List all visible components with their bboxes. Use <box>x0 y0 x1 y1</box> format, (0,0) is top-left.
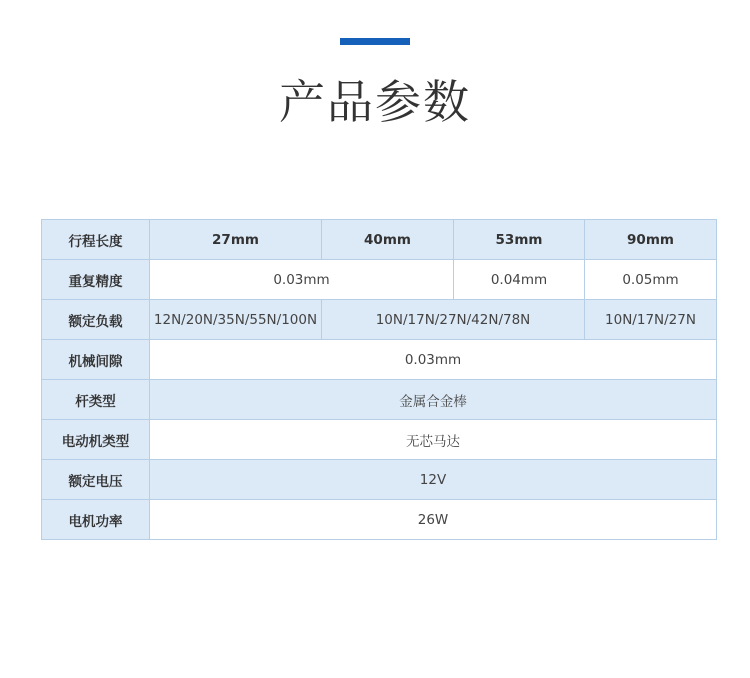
row-label-rated-voltage: 额定电压 <box>42 460 150 500</box>
row-label-mechanical-backlash: 机械间隙 <box>42 340 150 380</box>
table-row-rod-type <box>42 380 717 420</box>
cell-stroke-27: 27mm <box>150 220 322 260</box>
cell-motor-type: 无芯马达 <box>150 420 717 460</box>
cell-load-a: 12N/20N/35N/55N/100N <box>150 300 322 340</box>
row-label-repeat-accuracy: 重复精度 <box>42 260 150 300</box>
cell-stroke-90: 90mm <box>585 220 717 260</box>
cell-accuracy-c: 0.05mm <box>585 260 717 300</box>
table-row-motor-type <box>42 420 717 460</box>
table-row-rated-voltage <box>42 460 717 500</box>
table-row-stroke-length <box>42 220 717 260</box>
cell-accuracy-b: 0.04mm <box>454 260 585 300</box>
cell-stroke-53: 53mm <box>454 220 585 260</box>
cell-accuracy-a: 0.03mm <box>150 260 454 300</box>
row-label-motor-power: 电机功率 <box>42 500 150 540</box>
table-row-motor-power <box>42 500 717 540</box>
cell-load-c: 10N/17N/27N <box>585 300 717 340</box>
cell-rated-voltage: 12V <box>150 460 717 500</box>
table-row-rated-load <box>42 300 717 340</box>
row-label-motor-type: 电动机类型 <box>42 420 150 460</box>
cell-backlash: 0.03mm <box>150 340 717 380</box>
row-label-rated-load: 额定负载 <box>42 300 150 340</box>
table-row-mechanical-backlash <box>42 340 717 380</box>
cell-stroke-40: 40mm <box>322 220 454 260</box>
spec-table <box>41 219 717 540</box>
row-label-stroke-length: 行程长度 <box>42 220 150 260</box>
page-title: 产品参数 <box>279 75 471 129</box>
table-row-repeat-accuracy <box>42 260 717 300</box>
title-accent-bar <box>340 38 410 45</box>
cell-load-b: 10N/17N/27N/42N/78N <box>322 300 585 340</box>
cell-rod-type: 金属合金棒 <box>150 380 717 420</box>
cell-motor-power: 26W <box>150 500 717 540</box>
row-label-rod-type: 杆类型 <box>42 380 150 420</box>
